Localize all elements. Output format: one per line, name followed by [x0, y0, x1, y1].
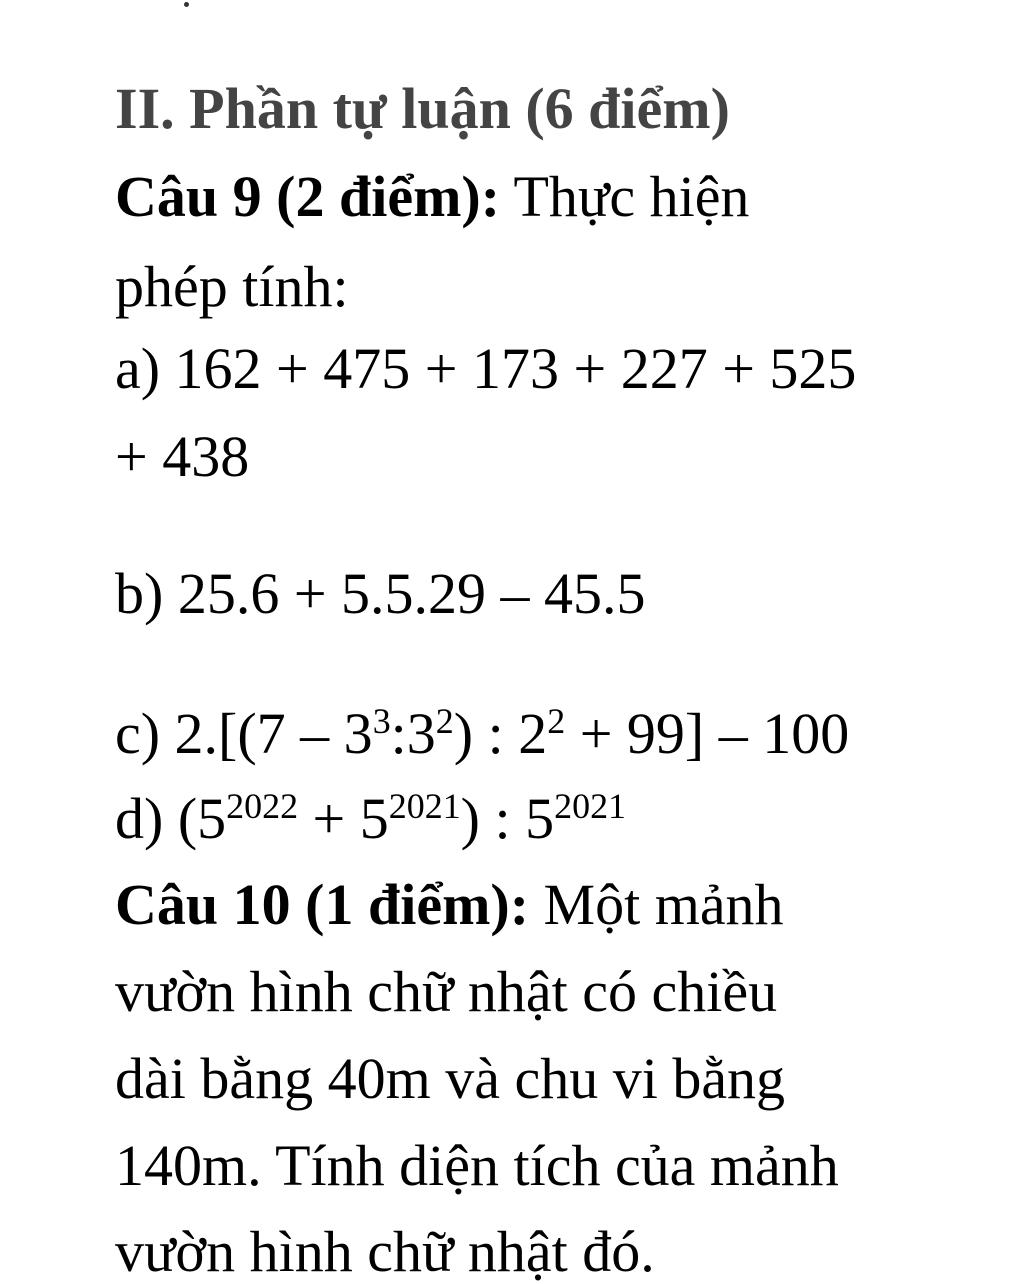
- question-9-text-line1: Thực hiện: [500, 164, 750, 229]
- q9d-prefix: d) (5: [115, 786, 227, 851]
- question-9a-line2: + 438: [115, 424, 250, 489]
- stray-dot-mark: [184, 2, 189, 7]
- question-9b: b) 25.6 + 5.5.29 – 45.5: [115, 561, 646, 626]
- q9c-suffix: + 99] – 100: [565, 701, 850, 766]
- question-9-label: Câu 9 (2 điểm):: [115, 164, 501, 229]
- question-10-text-line4: 140m. Tính diện tích của mảnh: [115, 1133, 839, 1198]
- q9c-mid-1: :3: [390, 701, 436, 766]
- q9d-mid-2: ) : 5: [460, 786, 555, 851]
- q9c-mid-2: ) : 2: [453, 701, 548, 766]
- q9d-mid-1: + 5: [298, 786, 389, 851]
- question-9-header: [115, 164, 750, 229]
- q9c-exponent-1: 3: [372, 701, 391, 742]
- question-10-text-line1: Một mảnh: [529, 872, 784, 937]
- q9d-exponent-2: 2021: [388, 786, 461, 827]
- q9c-exponent-3: 2: [547, 701, 566, 742]
- q9d-exponent-1: 2022: [226, 786, 299, 827]
- question-9-text-line2: phép tính:: [115, 254, 349, 319]
- question-9a-line1: a) 162 + 475 + 173 + 227 + 525: [115, 336, 857, 401]
- q9d-exponent-3: 2021: [554, 786, 627, 827]
- question-10-text-line5: vườn hình chữ nhật đó.: [115, 1219, 655, 1284]
- question-10-text-line2: vườn hình chữ nhật có chiều: [115, 959, 778, 1024]
- question-10-label: Câu 10 (1 điểm):: [115, 872, 530, 937]
- question-9d: [115, 786, 627, 851]
- question-10-text-line3: dài bằng 40m và chu vi bằng: [115, 1046, 786, 1111]
- q9c-exponent-2: 2: [435, 701, 454, 742]
- question-9c: [115, 701, 850, 766]
- section-title: II. Phần tự luận (6 điểm): [115, 76, 730, 141]
- q9c-prefix: c) 2.[(7 – 3: [115, 701, 373, 766]
- question-10-header: [115, 872, 784, 937]
